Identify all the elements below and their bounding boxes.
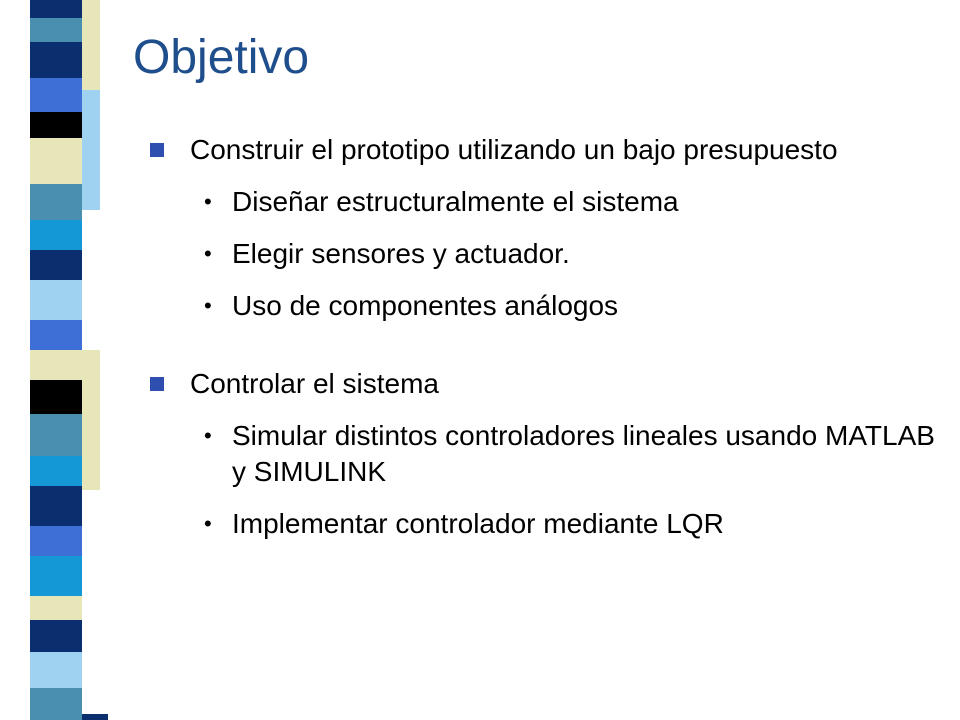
slide-content [150,132,940,542]
dot-bullet-icon: • [204,293,212,318]
slide-title: Objetivo [133,31,310,84]
square-bullet-icon [150,377,164,391]
sub-list-item [150,288,940,324]
section-text: Construir el prototipo utilizando un bajo presupuesto [190,134,838,165]
sub-list-item [150,184,940,220]
list-item [150,366,940,402]
sub-list-item [150,236,940,272]
dot-bullet-icon: • [204,241,212,266]
sub-item-text: Uso de componentes análogos [232,290,619,321]
sub-item-text: Diseñar estructuralmente el sistema [232,186,679,217]
sub-item-text: Implementar controlador mediante LQR [232,508,724,539]
sub-item-text: Simular distintos controladores lineales usando MATLAB y SIMULINK [232,420,935,487]
list-item [150,132,940,168]
square-bullet-icon [150,143,164,157]
section-text: Controlar el sistema [190,368,439,399]
dot-bullet-icon: • [204,189,212,214]
sub-list-item [150,418,940,490]
sub-list-item [150,506,940,542]
sub-item-text: Elegir sensores y actuador. [232,238,570,269]
dot-bullet-icon: • [204,423,212,448]
dot-bullet-icon: • [204,511,212,536]
decorative-stripe [0,0,110,720]
